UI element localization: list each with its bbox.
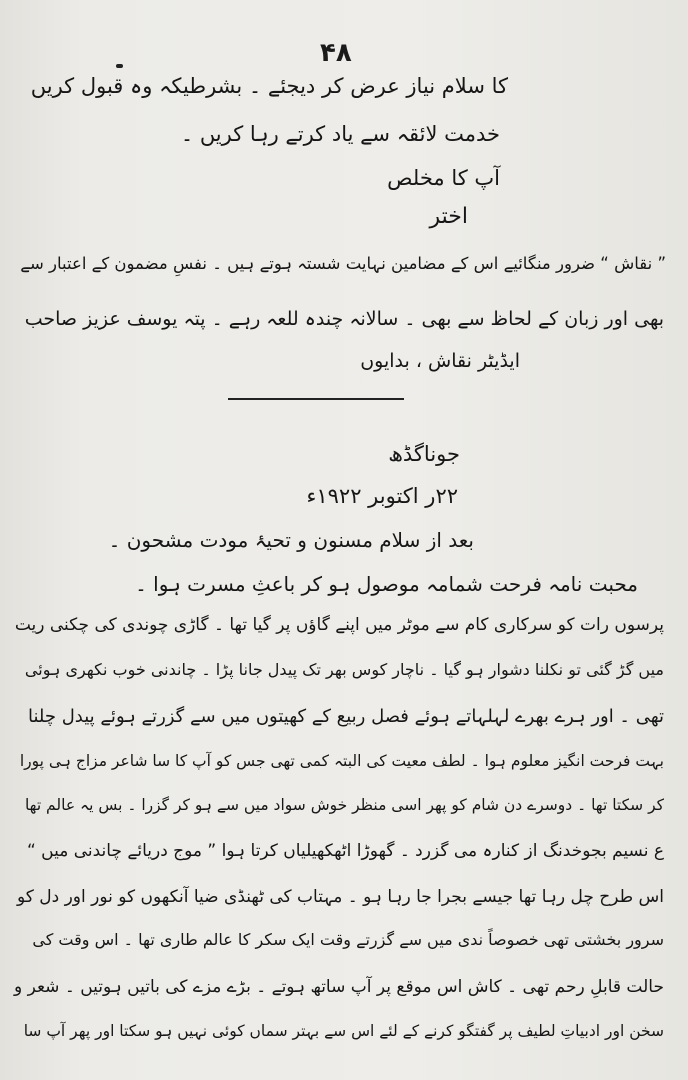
body-line: سخن اور ادبیاتِ لطیف پر گفتگو کرنے کے لئے اس سے بہتر سماں کوئی نہیں ہو سکتا اور پھر آپ سا — [23, 1022, 664, 1040]
body-line: میں گڑ گئی تو نکلنا دشوار ہو گیا ۔ ناچار کوس بھر تک پیدل جانا پڑا ۔ چاندنی خوب نکھری ہوئی — [24, 660, 664, 679]
body-line: پرسوں رات کو سرکاری کام سے موٹر میں اپنے گاؤں پر گیا تھا ۔ گاڑی چوندی کی چکنی ریت — [14, 615, 664, 635]
letter-place: جوناگڈھ — [388, 442, 460, 466]
letter-date: ۲۲ر اکتوبر ۱۹۲۲ء — [306, 484, 458, 508]
section-divider — [228, 398, 404, 400]
body-line: بہت فرحت انگیز معلوم ہوا ۔ لطف معیت کی البتہ کمی تھی جس کو آپ کا سا شاعر مزاج ہی پورا — [19, 752, 664, 770]
body-line: تھی ۔ اور ہرے بھرے لہلہاتے ہوئے فصل ربیع کے کھیتوں میں سے گزرتے ہوئے پیدل چلنا — [27, 706, 664, 727]
body-line: اس طرح چل رہا تھا جیسے بجرا جا رہا ہو ۔ مہتاب کی ٹھنڈی ضیا آنکھوں کو نور اور دل کو — [16, 887, 664, 907]
salutation: آپ کا مخلص — [387, 166, 500, 190]
page-number: ۴۸ — [320, 38, 352, 68]
notice-line-3: ایڈیٹر نقاش ، بدایوں — [360, 350, 520, 372]
ink-mark — [116, 64, 123, 68]
body-line: کر سکتا تھا ۔ دوسرے دن شام کو پھر اسی منظر خوش سواد میں سے ہو کر گزرا ۔ بس یہ عالم تھا — [24, 796, 664, 814]
letter-opening: محبت نامہ فرحت شمامہ موصول ہو کر باعثِ مسرت ہوا ۔ — [135, 572, 638, 596]
notice-line-2: بھی اور زبان کے لحاظ سے بھی ۔ سالانہ چندہ للعہ رہے ۔ پتہ یوسف عزیز صاحب — [24, 308, 664, 330]
letter-greeting: بعد از سلام مسنون و تحیۂ مودت مشحون ۔ — [108, 528, 474, 552]
letter-close-line-2: خدمت لائقہ سے یاد کرتے رہا کریں ۔ — [180, 122, 500, 146]
notice-line-1: ” نقاش “ ضرور منگائیے اس کے مضامین نہایت شستہ ہوتے ہیں ۔ نفسِ مضمون کے اعتبار سے — [20, 254, 666, 273]
signature: اختر — [429, 204, 468, 229]
body-line: سرور بخشتی تھی خصوصاً ندی میں سے گزرتے وقت ایک سکر کا عالم طاری تھا ۔ اس وقت کی — [32, 930, 664, 949]
letter-close-line-1: کا سلام نیاز عرض کر دیجئے ۔ بشرطیکہ وہ قبول کریں — [30, 74, 508, 98]
body-line: حالت قابلِ رحم تھی ۔ کاش اس موقع پر آپ ساتھ ہوتے ۔ بڑے مزے کی باتیں ہوتیں ۔ شعر و — [13, 977, 664, 997]
body-line: ع نسیم بجوخدنگ از کنارہ می گزرد ۔ گھوڑا اٹھکھیلیاں کرتا ہوا ” موج دریائے چاندنی میں “ — [26, 841, 664, 861]
